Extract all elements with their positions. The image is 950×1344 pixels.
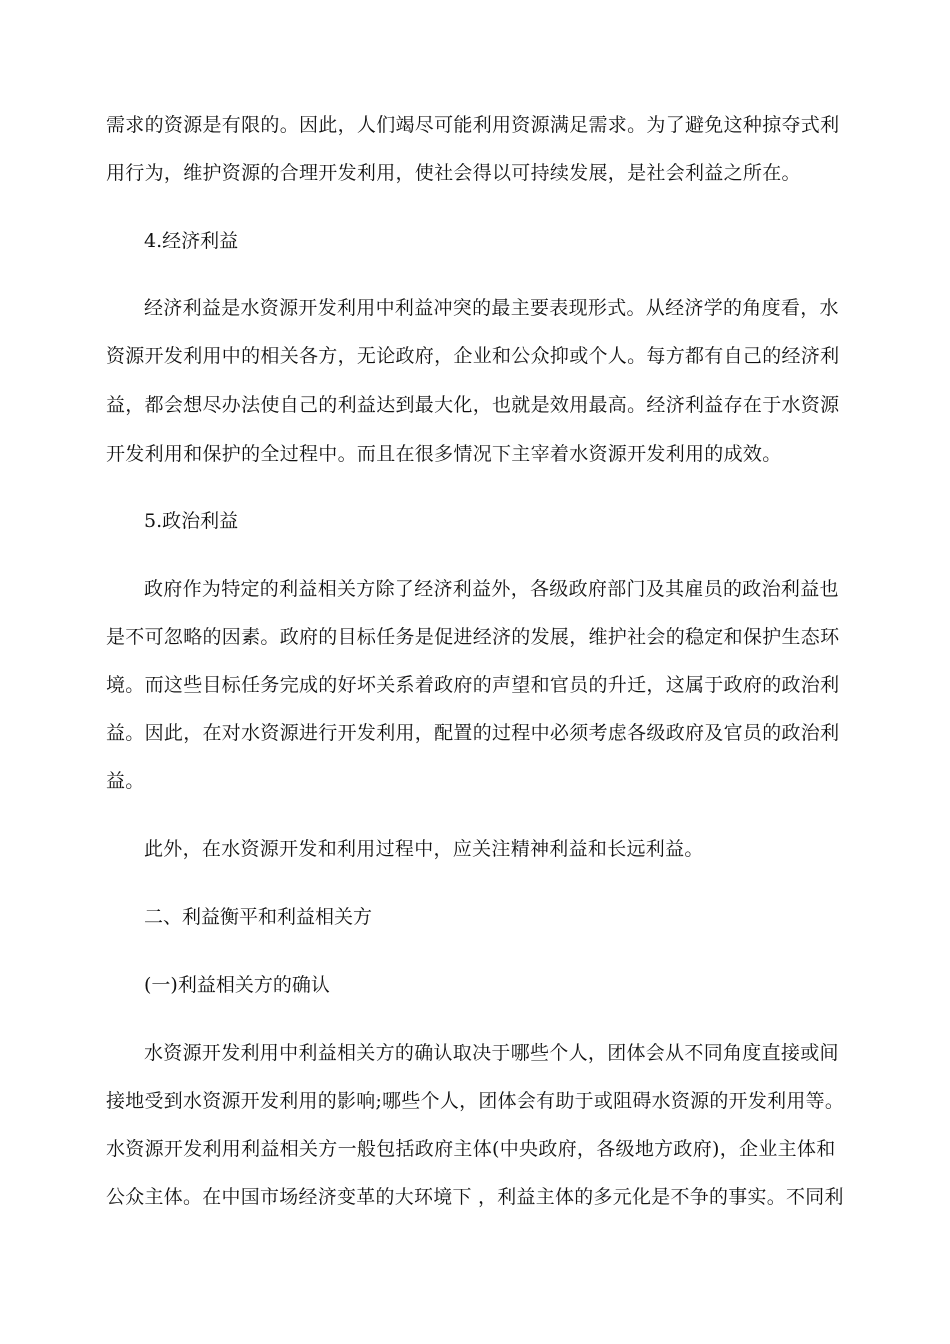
paragraph-line: 经济利益是水资源开发利用中利益冲突的最主要表现形式。从经济学的角度看，水 [144,297,839,319]
paragraph-line: 需求的资源是有限的。因此，人们竭尽可能利用资源满足需求。为了避免这种掠夺式利 [106,114,840,136]
paragraph-line: 益。因此，在对水资源进行开发利用，配置的过程中必须考虑各级政府及官员的政治利 [106,722,840,744]
subsection-heading: (一)利益相关方的确认 [144,974,330,996]
paragraph-line: 公众主体。在中国市场经济变革的大环境下 ，利益主体的多元化是不争的事实。不同利 [106,1186,844,1208]
paragraph-line: 水资源开发利用中利益相关方的确认取决于哪些个人，团体会从不同角度直接或间 [144,1042,839,1064]
paragraph-line: 是不可忽略的因素。政府的目标任务是促进经济的发展，维护社会的稳定和保护生态环 [106,626,840,648]
paragraph-line: 用行为，维护资源的合理开发利用，使社会得以可持续发展，是社会利益之所在。 [106,162,801,184]
paragraph-line: 水资源开发利用利益相关方一般包括政府主体(中央政府，各级地方政府)，企业主体和 [106,1138,836,1160]
paragraph-line: 接地受到水资源开发利用的影响;哪些个人，团体会有助于或阻碍水资源的开发利用等。 [106,1090,845,1112]
paragraph-line: 开发利用和保护的全过程中。而且在很多情况下主宰着水资源开发利用的成效。 [106,443,782,465]
paragraph-line: 益。 [106,770,145,792]
paragraph-line: 益，都会想尽办法使自己的利益达到最大化，也就是效用最高。经济利益存在于水资源 [106,394,840,416]
section-heading: 二、利益衡平和利益相关方 [144,906,373,928]
paragraph-line: 境。而这些目标任务完成的好坏关系着政府的声望和官员的升迁，这属于政府的政治利 [106,674,840,696]
paragraph-line: 此外，在水资源开发和利用过程中，应关注精神利益和长远利益。 [144,838,704,860]
paragraph-line: 政府作为特定的利益相关方除了经济利益外，各级政府部门及其雇员的政治利益也 [144,578,839,600]
section-heading: 5.政治利益 [144,510,239,532]
section-heading: 4.经济利益 [144,230,239,252]
paragraph-line: 资源开发利用中的相关各方，无论政府，企业和公众抑或个人。每方都有自己的经济利 [106,345,840,367]
